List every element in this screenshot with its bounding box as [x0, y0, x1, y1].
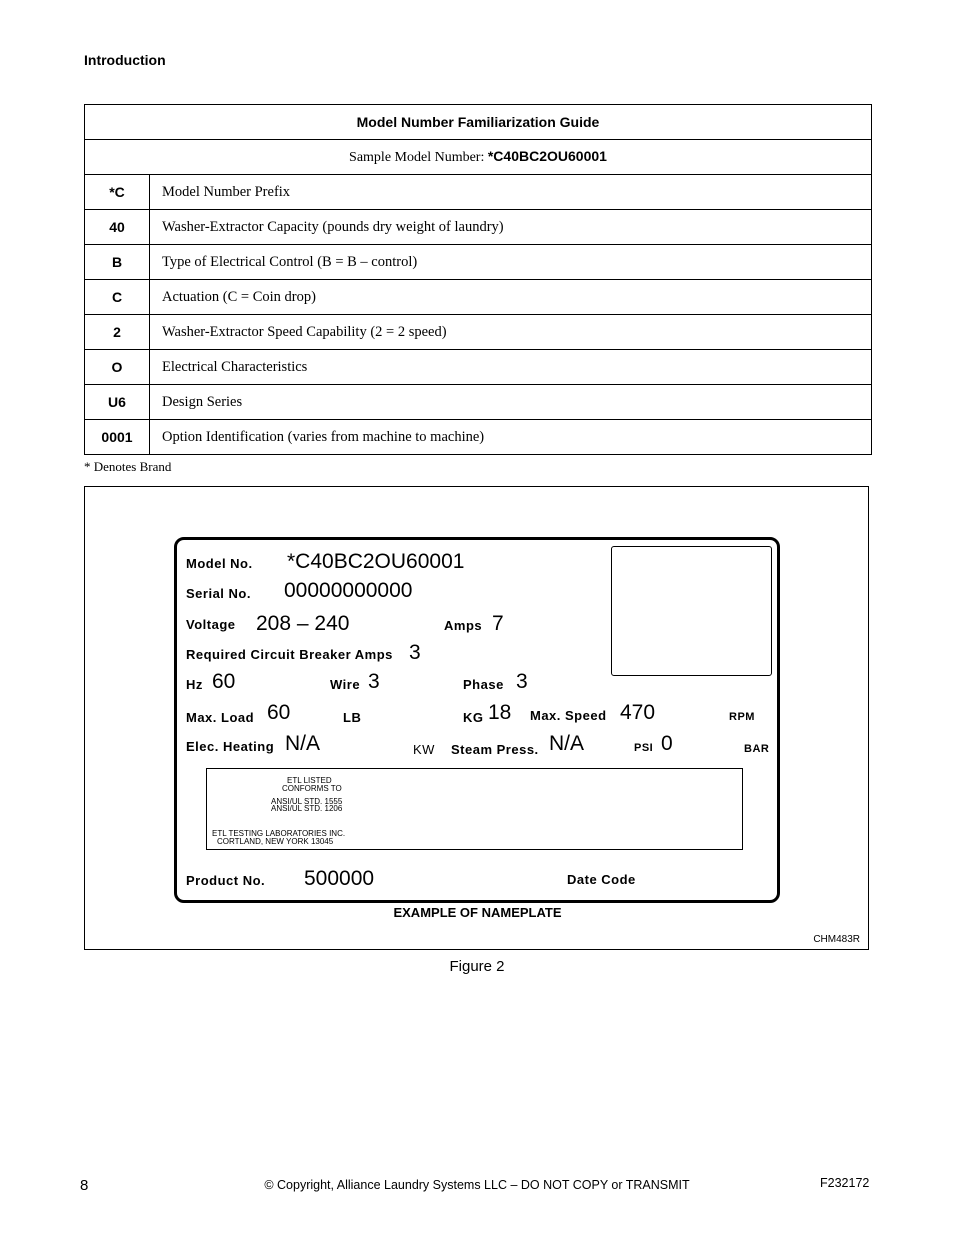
amps-label: Amps: [444, 618, 483, 633]
code-cell: 0001: [85, 420, 150, 455]
hz-value: 60: [212, 670, 236, 693]
etl-listing-box: [206, 768, 743, 850]
guide-sample-row: [85, 140, 872, 175]
lb-label: LB: [343, 710, 362, 725]
model-label: Model No.: [186, 556, 253, 571]
heating-value: N/A: [285, 732, 321, 755]
table-row: [85, 385, 872, 420]
table-row: [85, 315, 872, 350]
bar-label: BAR: [744, 743, 770, 755]
figure-box: [84, 486, 869, 950]
guide-title-row: [85, 105, 872, 140]
steam-value: N/A: [549, 732, 585, 755]
description-cell: Actuation (C = Coin drop): [150, 280, 872, 315]
serial-value: 00000000000: [284, 579, 413, 602]
maxspeed-value: 470: [620, 701, 656, 724]
wire-value: 3: [368, 670, 380, 693]
code-cell: *C: [85, 175, 150, 210]
table-row: [85, 280, 872, 315]
rpm-label: RPM: [729, 711, 755, 723]
description-cell: Washer-Extractor Capacity (pounds dry weight of laundry): [150, 210, 872, 245]
page-number: 8: [80, 1177, 89, 1194]
phase-label: Phase: [463, 677, 504, 692]
table-row: [85, 245, 872, 280]
guide-title: Model Number Familiarization Guide: [85, 105, 872, 140]
guide-sample: [85, 140, 872, 175]
model-value: *C40BC2OU60001: [287, 550, 465, 573]
etl-line: CONFORMS TO: [282, 784, 342, 793]
amps-value: 7: [492, 612, 504, 635]
nameplate-blank-panel: [611, 546, 772, 676]
brand-footnote: * Denotes Brand: [84, 459, 172, 474]
description-cell: Type of Electrical Control (B = B – control): [150, 245, 872, 280]
sample-label: Sample Model Number:: [349, 150, 488, 165]
breaker-label: Required Circuit Breaker Amps: [186, 647, 393, 662]
table-row: [85, 350, 872, 385]
phase-value: 3: [516, 670, 528, 693]
table-row: [85, 420, 872, 455]
etl-line: ETL TESTING LABORATORIES INC.: [212, 829, 346, 838]
kg-label: KG: [463, 710, 484, 725]
datecode-label: Date Code: [567, 872, 636, 887]
description-cell: Electrical Characteristics: [150, 350, 872, 385]
maxspeed-label: Max. Speed: [530, 708, 607, 723]
psi-label: PSI: [634, 742, 654, 754]
code-cell: C: [85, 280, 150, 315]
hz-label: Hz: [186, 677, 203, 692]
heating-label: Elec. Heating: [186, 739, 275, 754]
etl-line: CORTLAND, NEW YORK 13045: [217, 837, 334, 846]
etl-line: ANSI/UL STD. 1555: [271, 797, 343, 806]
description-cell: Option Identification (varies from machine to machine): [150, 420, 872, 455]
nameplate: [174, 537, 780, 903]
code-cell: O: [85, 350, 150, 385]
copyright-notice: © Copyright, Alliance Laundry Systems LLC – DO NOT COPY or TRANSMIT: [264, 1178, 690, 1192]
kw-label: KW: [413, 742, 435, 757]
voltage-value: 208 – 240: [256, 612, 350, 635]
table-row: [85, 210, 872, 245]
etl-line: ETL LISTED: [287, 776, 332, 785]
steam-label: Steam Press.: [451, 742, 539, 757]
maxload-value: 60: [267, 701, 291, 724]
kg-value: 18: [488, 701, 512, 724]
description-cell: Washer-Extractor Speed Capability (2 = 2 speed): [150, 315, 872, 350]
figure-caption: EXAMPLE OF NAMEPLATE: [393, 905, 562, 920]
code-cell: B: [85, 245, 150, 280]
section-title: Introduction: [84, 52, 166, 68]
voltage-label: Voltage: [186, 617, 236, 632]
code-cell: 2: [85, 315, 150, 350]
figure-code: CHM483R: [813, 934, 860, 945]
psi-value: 0: [661, 732, 673, 755]
serial-label: Serial No.: [186, 586, 251, 601]
wire-label: Wire: [330, 677, 361, 692]
model-number-guide-table: [84, 104, 872, 455]
product-label: Product No.: [186, 873, 266, 888]
table-row: [85, 175, 872, 210]
code-cell: U6: [85, 385, 150, 420]
description-cell: Model Number Prefix: [150, 175, 872, 210]
figure-label: Figure 2: [449, 958, 505, 975]
sample-value: *C40BC2OU60001: [487, 148, 607, 164]
maxload-label: Max. Load: [186, 710, 255, 725]
product-value: 500000: [304, 867, 375, 890]
code-cell: 40: [85, 210, 150, 245]
etl-line: ANSI/UL STD. 1206: [271, 804, 343, 813]
document-code: F232172: [820, 1176, 870, 1190]
description-cell: Design Series: [150, 385, 872, 420]
breaker-value: 3: [409, 641, 421, 664]
